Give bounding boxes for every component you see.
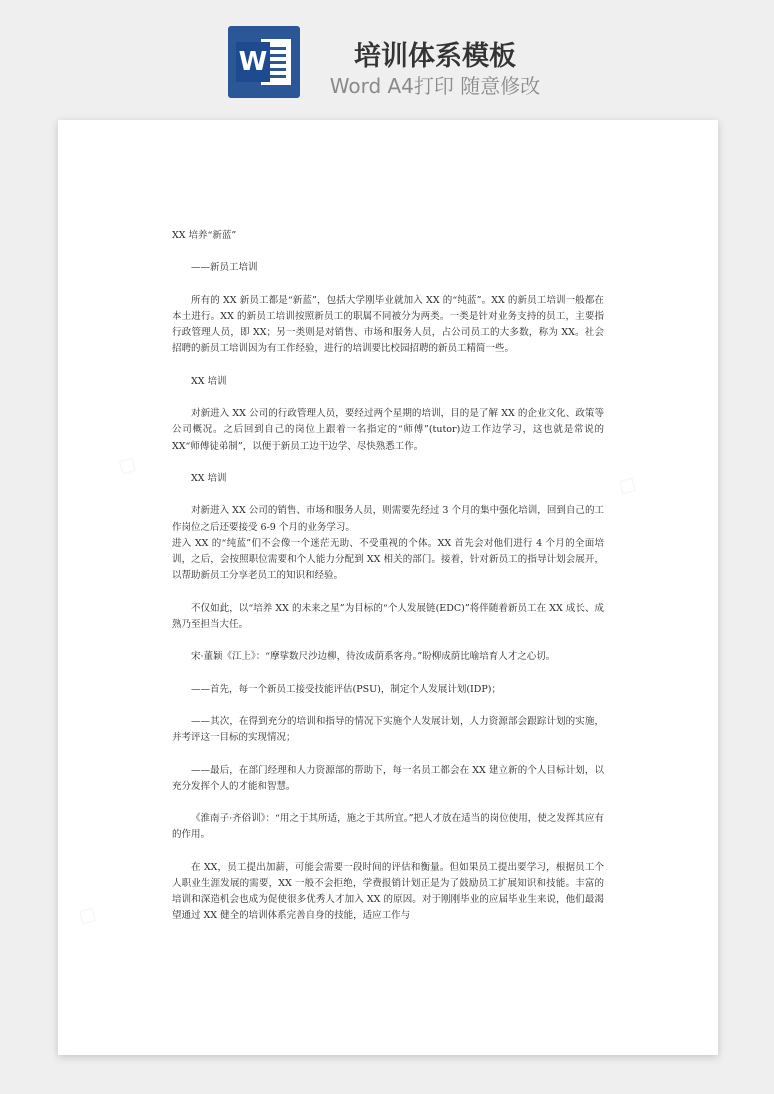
header-banner	[0, 0, 774, 115]
doc-paragraph: 所有的 XX 新员工都是“新蓝”，包括大学刚毕业就加入 XX 的“纯蓝”。XX 的新员工培训一般都在本土进行。XX 的新员工培训按照新员工的职属不同被分为两类。一类是针对业务支持的员工，主要指行政管理人员，即 XX；另一类则是对销售、市场和服务人员，占公司员工的大多数，称为 XX。社会招聘的新员工培训因为有工作经验，进行的培训要比校园招聘的新员工精简一些。	[172, 294, 604, 355]
doc-list-item: ——首先，每一个新员工接受技能评估(PSU)，制定个人发展计划(IDP)；	[191, 683, 501, 695]
watermark-mark	[72, 897, 104, 933]
doc-quote: 宋·董颖《江上》：“摩挲数尺沙边柳，待汝成荫系客舟。”盼柳成荫比喻培育人才之心切。	[191, 651, 556, 663]
doc-subheading: ——新员工培训	[191, 262, 258, 274]
doc-paragraph: 对新进入 XX 公司的销售、市场和服务人员，则需要先经过 3 个月的集中强化培训，回到自己的工作岗位之后还要接受 6-9 个月的业务学习。	[172, 505, 604, 533]
doc-paragraph: 进入 XX 的“纯蓝”们不会像一个迷茫无助、不受重视的个体。XX 首先会对他们进行 4 个月的全面培训，之后，会按照职位需要和个人能力分配到 XX 相关的部门。接着，针对新员工的指导计划会展开，以帮助新员工分享老员工的知识和经验。	[172, 537, 604, 582]
doc-section-title: XX 培训	[191, 375, 227, 387]
page-subtitle: Word A4打印 随意修改	[329, 74, 541, 98]
page-title: 培训体系模板	[354, 41, 516, 72]
word-letter: W	[236, 42, 270, 82]
word-icon	[228, 26, 300, 98]
doc-paragraph: 在 XX，员工提出加薪，可能会需要一段时间的评估和衡量。但如果员工提出要学习，根据员工个人职业生涯发展的需要，XX 一般不会拒绝，学费报销计划正是为了鼓励员工扩展知识和技能。丰富的培训和深造机会也成为促使很多优秀人才加入 XX 的原因。对于刚刚毕业的应届毕业生来说，他们最渴望通过 XX 健全的培训体系完善自身的技能，适应工作与	[172, 861, 604, 922]
doc-list-item: ——其次，在得到充分的培训和指导的情况下实施个人发展计划，人力资源部会跟踪计划的实施，并考评这一目标的实现情况；	[172, 715, 604, 744]
doc-list-item: ——最后，在部门经理和人力资源部的帮助下，每一名员工都会在 XX 建立新的个人目标计划，以充分发挥个人的才能和智慧。	[172, 764, 604, 792]
watermark-mark	[612, 467, 644, 503]
document-body	[172, 228, 604, 925]
doc-heading: XX 培养“新蓝”	[172, 230, 237, 241]
doc-quote: 《淮南子·齐俗训》：“用之于其所适，施之于其所宜。”把人才放在适当的岗位使用，使之发挥其应有的作用。	[172, 813, 604, 841]
document-page	[58, 120, 718, 1055]
doc-paragraph: 不仅如此，以“培养 XX 的未来之星”为目标的“个人发展链(EDC)”将伴随着新员工在 XX 成长、成熟乃至担当大任。	[172, 602, 604, 630]
watermark-mark	[112, 447, 144, 483]
doc-paragraph: 对新进入 XX 公司的行政管理人员，要经过两个星期的培训，目的是了解 XX 的企业文化、政策等公司概况。之后回到自己的岗位上跟着一名指定的“师傅”(tutor)边工作边学习，这也就是常说的 XX“师傅徒弟制”，以便于新员工边干边学、尽快熟悉工作。	[172, 408, 604, 452]
doc-section-title: XX 培训	[191, 472, 227, 484]
